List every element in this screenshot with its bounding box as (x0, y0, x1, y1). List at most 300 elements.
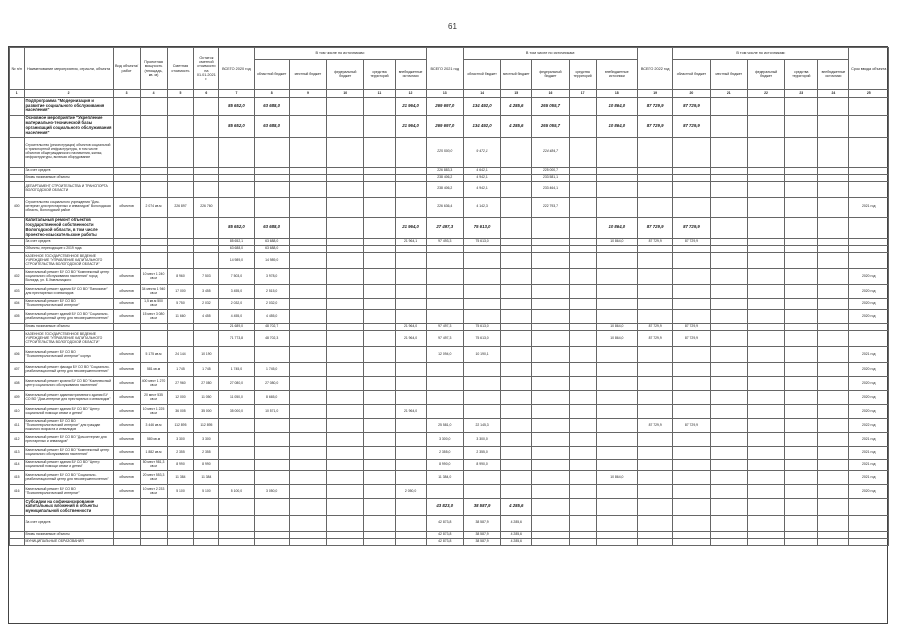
row-local-2020 (289, 419, 326, 433)
row-deadline (849, 515, 889, 531)
row-territory-2022 (785, 174, 818, 181)
row-offbudget-2022 (818, 447, 849, 460)
row-offbudget-2022 (818, 299, 849, 310)
row-federal-2022 (747, 137, 784, 167)
row-territory-2020 (364, 347, 395, 363)
row-federal-2022 (747, 471, 784, 485)
row-type (113, 239, 140, 246)
row-remainder (194, 515, 219, 531)
row-local-2020 (289, 137, 326, 167)
row-offbudget-2021 (596, 485, 637, 499)
row-number (10, 137, 25, 167)
row-local-2021: 4 285,6 (501, 538, 532, 545)
row-total-2022 (638, 391, 673, 405)
row-federal-2020 (327, 285, 364, 299)
row-offbudget-2022 (818, 391, 849, 405)
column-number: 1 (10, 90, 25, 97)
header-group-2020: В том числе по источникам: (254, 48, 426, 60)
row-name: Вновь начинаемые объекты (24, 531, 113, 538)
row-total-2022 (638, 347, 673, 363)
row-offbudget-2020 (395, 246, 426, 253)
row-offbudget-2022 (818, 310, 849, 324)
row-local-2022 (710, 331, 747, 347)
row-regional-2020: 3 978,0 (254, 269, 289, 285)
row-total-2022 (638, 181, 673, 197)
row-cost: 24 144 (167, 347, 194, 363)
row-territory-2022 (785, 299, 818, 310)
row-federal-2020 (327, 499, 364, 516)
row-regional-2020: 8 665,0 (254, 391, 289, 405)
row-total-2020: 35 000,0 (219, 405, 254, 419)
row-regional-2020: 63 688,0 (254, 246, 289, 253)
row-local-2020 (289, 174, 326, 181)
row-local-2022 (710, 174, 747, 181)
row-power (140, 115, 167, 137)
row-power: 5 175 кв.м (140, 347, 167, 363)
row-federal-2020 (327, 167, 364, 174)
row-federal-2022 (747, 285, 784, 299)
table-row (10, 485, 889, 499)
row-local-2021 (501, 253, 532, 269)
row-territory-2020 (364, 246, 395, 253)
row-total-2020 (219, 433, 254, 447)
column-number: 14 (463, 90, 500, 97)
row-offbudget-2021 (596, 531, 637, 538)
row-offbudget-2020 (395, 363, 426, 377)
row-federal-2021 (532, 499, 569, 516)
row-offbudget-2022 (818, 217, 849, 239)
row-federal-2022 (747, 538, 784, 545)
row-territory-2021 (569, 115, 596, 137)
row-federal-2021 (532, 347, 569, 363)
row-local-2022 (710, 447, 747, 460)
row-regional-2020: 1 745,0 (254, 363, 289, 377)
row-territory-2021 (569, 515, 596, 531)
row-number: 416 (10, 485, 25, 499)
row-type (113, 181, 140, 197)
row-regional-2020 (254, 174, 289, 181)
row-territory-2020 (364, 324, 395, 331)
row-regional-2020 (254, 499, 289, 516)
row-cost: 1 745 (167, 363, 194, 377)
row-total-2021: 97 497,3 (426, 331, 463, 347)
row-federal-2020 (327, 460, 364, 471)
row-regional-2020: 48 702,7 (254, 324, 289, 331)
row-territory-2020 (364, 377, 395, 391)
header-territory-2020: средства территорий (364, 60, 395, 90)
row-local-2020 (289, 197, 326, 217)
row-offbudget-2020 (395, 347, 426, 363)
row-type (113, 324, 140, 331)
row-territory-2020 (364, 167, 395, 174)
row-regional-2022 (673, 391, 710, 405)
row-territory-2021 (569, 331, 596, 347)
header-regional-2020: областной бюджет (254, 60, 289, 90)
row-remainder: 11 050 (194, 391, 219, 405)
row-regional-2021: 75 613,0 (463, 324, 500, 331)
row-total-2021: 226 883,3 (426, 167, 463, 174)
row-deadline: 2020 год (849, 310, 889, 324)
row-offbudget-2020: 21 964,1 (395, 239, 426, 246)
row-regional-2020: 63 688,0 (254, 217, 289, 239)
row-power: 10 мест 2 233 кв.м (140, 485, 167, 499)
row-territory-2022 (785, 460, 818, 471)
row-total-2021 (426, 363, 463, 377)
column-number: 13 (426, 90, 463, 97)
row-territory-2020 (364, 538, 395, 545)
table-row (10, 239, 889, 246)
row-total-2022 (638, 485, 673, 499)
row-deadline: 2021 год (849, 347, 889, 363)
row-number: 407 (10, 363, 25, 377)
row-type: объектов (113, 310, 140, 324)
row-offbudget-2020 (395, 377, 426, 391)
row-offbudget-2022 (818, 515, 849, 531)
row-regional-2021 (463, 485, 500, 499)
row-regional-2021 (463, 391, 500, 405)
row-total-2022 (638, 538, 673, 545)
column-number: 7 (219, 90, 254, 97)
row-offbudget-2020 (395, 269, 426, 285)
row-federal-2022 (747, 299, 784, 310)
row-offbudget-2022 (818, 324, 849, 331)
row-total-2020 (219, 137, 254, 167)
row-offbudget-2022 (818, 460, 849, 471)
row-total-2020: 11 050,0 (219, 391, 254, 405)
row-offbudget-2020: 21 964,0 (395, 217, 426, 239)
row-offbudget-2022 (818, 253, 849, 269)
row-territory-2020 (364, 197, 395, 217)
row-remainder: 7 503 (194, 269, 219, 285)
row-local-2020 (289, 299, 326, 310)
row-offbudget-2022 (818, 197, 849, 217)
header-group-2021: В том числе по источникам: (463, 48, 637, 60)
row-cost (167, 331, 194, 347)
row-total-2022: 87 729,9 (638, 331, 673, 347)
header-local-2020: местный бюджет (289, 60, 326, 90)
row-offbudget-2020: 21 964,0 (395, 331, 426, 347)
table-row (10, 363, 889, 377)
row-federal-2020 (327, 531, 364, 538)
row-offbudget-2022 (818, 433, 849, 447)
table-row (10, 433, 889, 447)
row-regional-2022 (673, 167, 710, 174)
row-total-2022 (638, 167, 673, 174)
row-federal-2022 (747, 174, 784, 181)
row-local-2020 (289, 433, 326, 447)
row-federal-2020 (327, 485, 364, 499)
column-number: 16 (532, 90, 569, 97)
row-federal-2020 (327, 377, 364, 391)
row-federal-2022 (747, 347, 784, 363)
row-deadline (849, 217, 889, 239)
row-remainder (194, 217, 219, 239)
row-regional-2021: 22 145,3 (463, 419, 500, 433)
row-offbudget-2021 (596, 137, 637, 167)
row-regional-2022 (673, 377, 710, 391)
row-number (10, 253, 25, 269)
row-deadline (849, 538, 889, 545)
row-type: объектов (113, 460, 140, 471)
row-local-2021 (501, 347, 532, 363)
row-regional-2022 (673, 299, 710, 310)
row-federal-2021 (532, 324, 569, 331)
row-type: объектов (113, 363, 140, 377)
row-regional-2021: 38 587,9 (463, 538, 500, 545)
row-territory-2021 (569, 324, 596, 331)
row-local-2020 (289, 347, 326, 363)
row-total-2020 (219, 471, 254, 485)
row-local-2022 (710, 324, 747, 331)
row-territory-2021 (569, 471, 596, 485)
header-regional-2021: областной бюджет (463, 60, 500, 90)
row-deadline: 2020 год (849, 269, 889, 285)
row-federal-2020 (327, 363, 364, 377)
row-name: Капитальный ремонт БУ СО ВО "Психоневрологический интернат" (24, 299, 113, 310)
row-territory-2020 (364, 285, 395, 299)
row-total-2021 (426, 253, 463, 269)
row-territory-2020 (364, 269, 395, 285)
row-name: Капитальный ремонт БУ СО ВО "Психоневрологический интернат" корпус (24, 347, 113, 363)
row-total-2022 (638, 269, 673, 285)
row-offbudget-2022 (818, 174, 849, 181)
row-cost (167, 531, 194, 538)
row-total-2022 (638, 499, 673, 516)
row-offbudget-2022 (818, 246, 849, 253)
row-type: объектов (113, 347, 140, 363)
row-number (10, 217, 25, 239)
row-local-2020 (289, 485, 326, 499)
row-type (113, 174, 140, 181)
row-local-2021: 4 285,6 (501, 97, 532, 115)
row-offbudget-2021 (596, 363, 637, 377)
row-total-2021: 42 873,8 (426, 531, 463, 538)
row-total-2022 (638, 460, 673, 471)
row-number: 413 (10, 447, 25, 460)
row-federal-2022 (747, 239, 784, 246)
row-regional-2022: 87 729,9 (673, 419, 710, 433)
row-regional-2020 (254, 460, 289, 471)
row-name: МУНИЦИПАЛЬНЫЕ ОБРАЗОВАНИЯ (24, 538, 113, 545)
row-territory-2021 (569, 363, 596, 377)
row-deadline: 2021 год (849, 433, 889, 447)
row-federal-2022 (747, 499, 784, 516)
row-remainder: 226 760 (194, 197, 219, 217)
row-federal-2021 (532, 419, 569, 433)
row-regional-2022 (673, 310, 710, 324)
row-regional-2022 (673, 285, 710, 299)
row-offbudget-2022 (818, 181, 849, 197)
row-total-2020 (219, 515, 254, 531)
row-total-2021: 269 697,0 (426, 115, 463, 137)
row-total-2020: 7 503,0 (219, 269, 254, 285)
row-local-2022 (710, 515, 747, 531)
row-cost: 11 384 (167, 471, 194, 485)
row-regional-2021: 3 300,0 (463, 433, 500, 447)
row-offbudget-2022 (818, 115, 849, 137)
investment-table (9, 47, 889, 546)
row-regional-2021: 75 613,0 (463, 331, 500, 347)
row-offbudget-2021 (596, 181, 637, 197)
row-name: Строительство социального учреждения "Дом-интернат для престарелых и инвалидов" Вологодская область, Вологодский район (24, 197, 113, 217)
row-cost (167, 538, 194, 545)
row-regional-2022 (673, 499, 710, 516)
header-total-2021: ВСЕГО 2021 год (426, 48, 463, 90)
row-total-2021: 2 355,0 (426, 447, 463, 460)
row-offbudget-2021 (596, 253, 637, 269)
row-offbudget-2020: 21 964,0 (395, 324, 426, 331)
row-regional-2022 (673, 471, 710, 485)
row-territory-2020 (364, 97, 395, 115)
row-local-2021 (501, 405, 532, 419)
column-number: 25 (849, 90, 889, 97)
row-type (113, 253, 140, 269)
row-name: За счет средств (24, 515, 113, 531)
row-federal-2021 (532, 217, 569, 239)
row-federal-2022 (747, 531, 784, 538)
row-type (113, 531, 140, 538)
row-territory-2021 (569, 531, 596, 538)
row-regional-2020 (254, 419, 289, 433)
row-federal-2021 (532, 460, 569, 471)
row-local-2022 (710, 485, 747, 499)
row-total-2020: 85 652,0 (219, 115, 254, 137)
row-federal-2021 (532, 405, 569, 419)
table-row (10, 299, 889, 310)
table-row (10, 377, 889, 391)
row-territory-2021 (569, 538, 596, 545)
row-deadline (849, 239, 889, 246)
row-total-2020: 4 455,0 (219, 310, 254, 324)
row-territory-2020 (364, 137, 395, 167)
row-territory-2022 (785, 499, 818, 516)
row-local-2020 (289, 239, 326, 246)
row-cost (167, 217, 194, 239)
row-federal-2020 (327, 181, 364, 197)
row-territory-2021 (569, 239, 596, 246)
row-total-2022 (638, 405, 673, 419)
row-power: 50 мест 981,3 кв.м (140, 460, 167, 471)
row-local-2022 (710, 347, 747, 363)
row-federal-2022 (747, 269, 784, 285)
row-offbudget-2022 (818, 485, 849, 499)
table-row (10, 447, 889, 460)
row-type: объектов (113, 485, 140, 499)
row-federal-2020 (327, 538, 364, 545)
row-regional-2021 (463, 471, 500, 485)
row-local-2020 (289, 391, 326, 405)
column-number: 23 (785, 90, 818, 97)
row-remainder: 11 384 (194, 471, 219, 485)
row-cost (167, 174, 194, 181)
row-total-2022 (638, 253, 673, 269)
row-regional-2020: 4 455,0 (254, 310, 289, 324)
row-territory-2020 (364, 174, 395, 181)
row-type: объектов (113, 269, 140, 285)
row-regional-2020: 63 688,0 (254, 97, 289, 115)
row-cost: 27 960 (167, 377, 194, 391)
row-total-2022 (638, 471, 673, 485)
row-regional-2020: 2 032,0 (254, 299, 289, 310)
row-territory-2021 (569, 310, 596, 324)
row-deadline (849, 181, 889, 197)
header-local-2021: местный бюджет (501, 60, 532, 90)
row-total-2021 (426, 269, 463, 285)
row-local-2021 (501, 310, 532, 324)
row-regional-2021: 38 587,9 (463, 499, 500, 516)
column-number: 12 (395, 90, 426, 97)
row-deadline: 2020 год (849, 299, 889, 310)
row-name: За счет средств (24, 239, 113, 246)
row-deadline: 2021 год (849, 447, 889, 460)
row-federal-2022 (747, 181, 784, 197)
row-offbudget-2021: 10 864,0 (596, 471, 637, 485)
row-offbudget-2021 (596, 174, 637, 181)
row-territory-2021 (569, 460, 596, 471)
row-local-2021 (501, 246, 532, 253)
row-total-2021: 269 697,0 (426, 97, 463, 115)
row-name: Капитальный ремонт объектов государственной собственности Вологодской области, в том числе проектно-изыскательские работы (24, 217, 113, 239)
row-number (10, 324, 25, 331)
investment-table-sheet (8, 46, 888, 624)
row-cost: 17 000 (167, 285, 194, 299)
row-remainder (194, 97, 219, 115)
row-deadline (849, 324, 889, 331)
row-power: 1 882 кв.м (140, 447, 167, 460)
row-regional-2020: 27 080,0 (254, 377, 289, 391)
row-number: 405 (10, 310, 25, 324)
row-remainder: 2 355 (194, 447, 219, 460)
table-row (10, 217, 889, 239)
row-territory-2022 (785, 137, 818, 167)
table-row (10, 97, 889, 115)
table-row (10, 310, 889, 324)
row-territory-2020 (364, 299, 395, 310)
row-local-2020 (289, 253, 326, 269)
row-regional-2021: 134 492,0 (463, 115, 500, 137)
row-territory-2021 (569, 181, 596, 197)
row-offbudget-2021 (596, 433, 637, 447)
header-deadline: Срок ввода объекта (849, 48, 889, 90)
row-territory-2022 (785, 310, 818, 324)
row-regional-2020: 48 702,3 (254, 331, 289, 347)
row-name: КАЗЕННОЕ ГОСУДАРСТВЕННОЕ ВЕДЕНИЕ УЧРЕЖДЕНИЕ "УПРАВЛЕНИЕ КАПИТАЛЬНОГО СТРОИТЕЛЬСТВА ВОЛОГОДСКОЙ ОБЛАСТИ" (24, 253, 113, 269)
row-territory-2022 (785, 246, 818, 253)
row-offbudget-2021 (596, 499, 637, 516)
row-remainder: 4 455 (194, 310, 219, 324)
row-power: 10 мест 1 240 кв.м (140, 269, 167, 285)
row-cost: 2 355 (167, 447, 194, 460)
row-territory-2020 (364, 363, 395, 377)
row-offbudget-2022 (818, 331, 849, 347)
row-power (140, 499, 167, 516)
row-regional-2020: 63 688,0 (254, 115, 289, 137)
row-name: Капитальный ремонт БУ СО ВО "Психоневрологический интернат" (24, 485, 113, 499)
row-federal-2022 (747, 391, 784, 405)
row-local-2022 (710, 115, 747, 137)
row-territory-2020 (364, 531, 395, 538)
row-total-2020: 2 032,0 (219, 299, 254, 310)
row-remainder (194, 239, 219, 246)
row-regional-2021: 134 492,0 (463, 97, 500, 115)
row-total-2020: 71 773,8 (219, 331, 254, 347)
row-territory-2022 (785, 347, 818, 363)
row-remainder (194, 538, 219, 545)
header-federal-2020: федеральный бюджет (327, 60, 364, 90)
row-total-2021: 3 300,0 (426, 433, 463, 447)
row-regional-2021: 4 642,1 (463, 167, 500, 174)
row-offbudget-2020 (395, 285, 426, 299)
